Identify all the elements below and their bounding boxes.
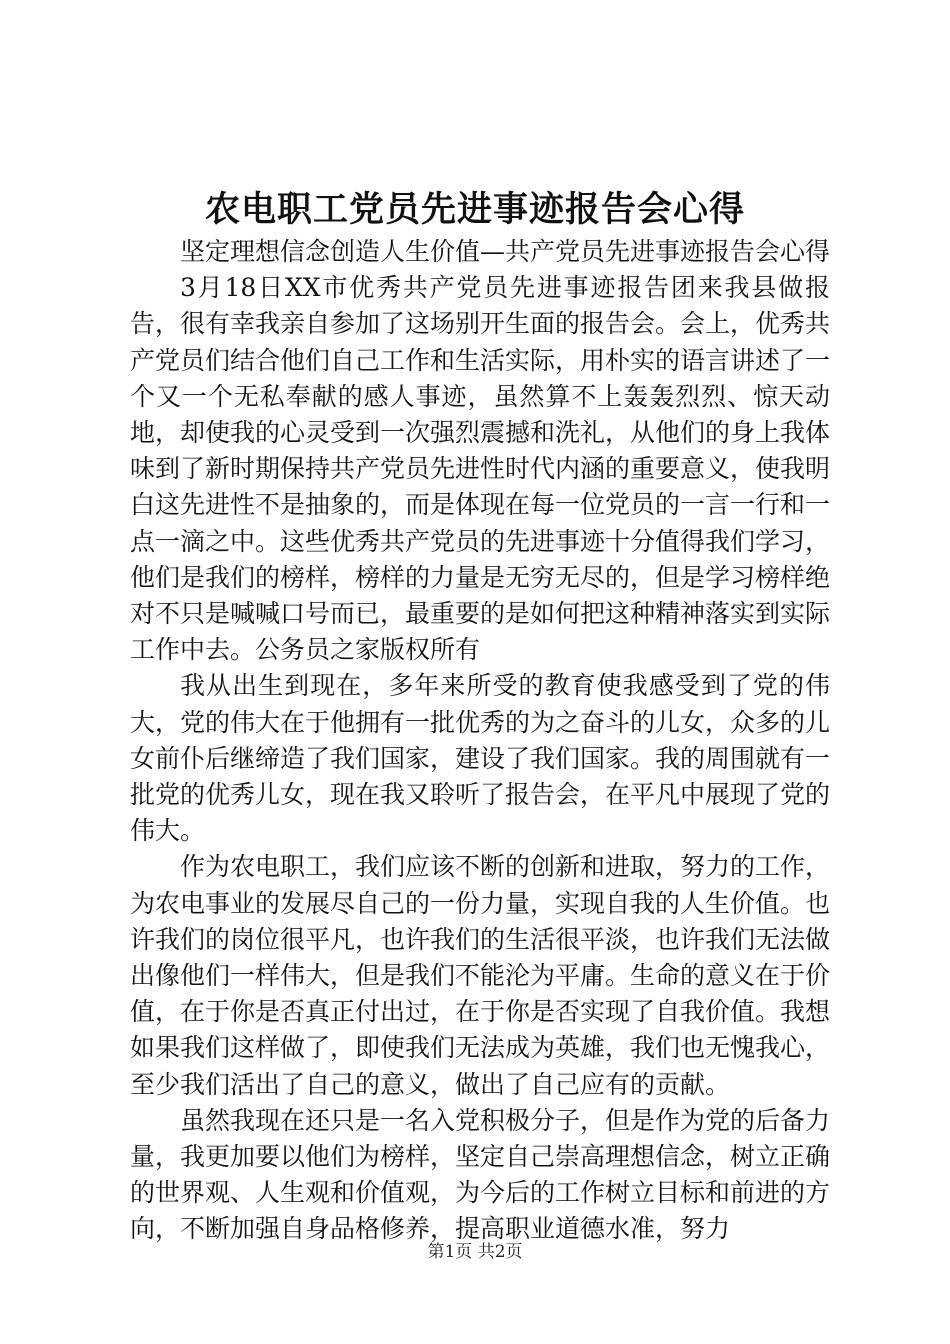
document-body bbox=[130, 234, 830, 1248]
page-number-footer: 第1页 共2页 bbox=[427, 1242, 523, 1262]
document-title: 农电职工党员先进事迹报告会心得 bbox=[204, 189, 745, 230]
paragraph-1: 3月18日XX市优秀共产党员先进事迹报告团来我县做报告，很有幸我亲自参加了这场别开生面的报告会。会上，优秀共产党员们结合他们自己工作和生活实际，用朴实的语言讲述了一个又一个无私奉献的感人事迹，虽然算不上轰轰烈烈、惊天动地，却使我的心灵受到一次强烈震撼和洗礼，从他们的身上我体味到了新时期保持共产党员先进性时代内涵的重要意义，使我明白这先进性不是抽象的，而是体现在每一位党员的一言一行和一点一滴之中。这些优秀共产党员的先进事迹十分值得我们学习，他们是我们的榜样，榜样的力量是无穷无尽的，但是学习榜样绝对不只是喊喊口号而已，最重要的是如何把这种精神落实到实际工作中去。公务员之家版权所有 bbox=[130, 273, 831, 665]
paragraph-2: 我从出生到现在，多年来所受的教育使我感受到了党的伟大，党的伟大在于他拥有一批优秀的为之奋斗的儿女，众多的儿女前仆后继缔造了我们国家，建设了我们国家。我的周围就有一批党的优秀儿女，现在我又聆听了报告会，在平凡中展现了党的伟大。 bbox=[130, 671, 831, 846]
paragraph-subtitle: 坚定理想信念创造人生价值—共产党员先进事迹报告会心得 bbox=[180, 237, 831, 266]
paragraph-4: 虽然我现在还只是一名入党积极分子，但是作为党的后备力量，我更加要以他们为榜样，坚定自己崇高理想信念，树立正确的世界观、人生观和价值观，为今后的工作树立目标和前进的方向，不断加强自身品格修养，提高职业道德水准，努力 bbox=[130, 1105, 831, 1244]
paragraph-3: 作为农电职工，我们应该不断的创新和进取，努力的工作，为农电事业的发展尽自己的一份力量，实现自我的人生价值。也许我们的岗位很平凡，也许我们的生活很平淡，也许我们无法做出像他们一样伟大，但是我们不能沦为平庸。生命的意义在于价值，在于你是否真正付出过，在于你是否实现了自我价值。我想如果我们这样做了，即使我们无法成为英雄，我们也无愧我心，至少我们活出了自己的意义，做出了自己应有的贡献。 bbox=[130, 852, 831, 1099]
